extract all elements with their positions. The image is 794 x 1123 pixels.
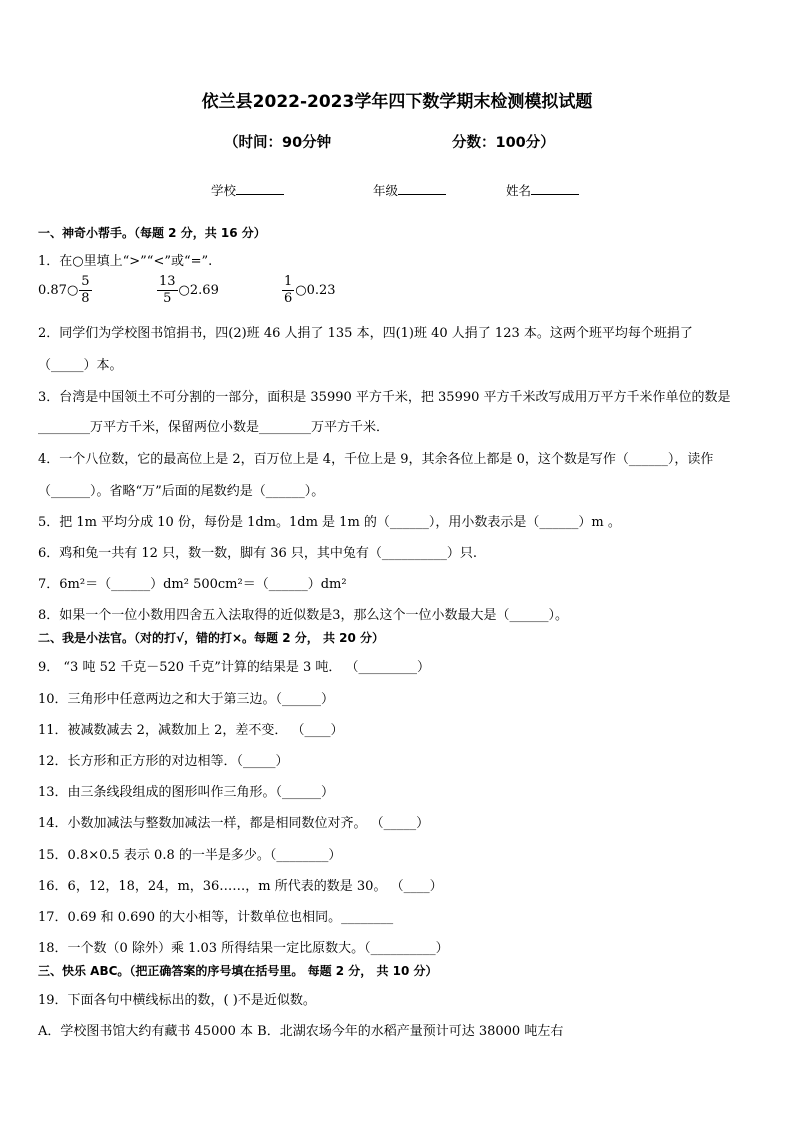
fraction-1-6 (282, 274, 294, 307)
question-2-line-2: （_____）本。 (38, 358, 123, 373)
section-1-heading: 一、神奇小帮手。（每题 2 分，共 16 分） (38, 226, 266, 240)
question-13: 13．由三条线段组成的图形叫作三角形。（______） (38, 785, 335, 800)
q1-item-a (38, 274, 93, 307)
question-3-line-2: ________万平方千米，保留两位小数是________万平方千米． (38, 420, 390, 435)
question-16: 16．6，12，18，24，m，36……，m 所代表的数是 30。 （____） (38, 879, 443, 894)
exam-title: 依兰县2022-2023学年四下数学期末检测模拟试题 (201, 92, 593, 112)
question-9: 9． “3 吨 52 千克－520 千克”计算的结果是 3 吨． （_________） (38, 660, 431, 675)
question-18: 18．一个数（0 除外）乘 1.03 所得结果一定比原数大。（__________） (38, 941, 449, 956)
name-blank[interactable] (531, 182, 579, 195)
q1-item-b (156, 274, 219, 307)
question-11: 11．被减数减去 2，减数加上 2，差不变． （____） (38, 723, 344, 738)
fraction-numerator: 13 (159, 274, 176, 289)
question-4-line-1: 4．一个八位数，它的最高位上是 2，百万位上是 4，千位上是 9，其余各位上都是 0，这个数是写作（______），读作 (38, 452, 714, 467)
q1-c-suffix: ○0.23 (295, 283, 336, 298)
school-label: 学校 (211, 183, 237, 198)
question-19-options: A．学校图书馆大约有藏书 45000 本 B．北湖农场今年的水稻产量预计可达 38000 吨左右 (38, 1024, 564, 1039)
question-12: 12．长方形和正方形的对边相等．（_____） (38, 754, 289, 769)
question-15: 15．0.8×0.5 表示 0.8 的一半是多少。（________） (38, 848, 342, 863)
section-2-heading: 二、我是小法官。（对的打√，错的打×。每题 2 分， 共 20 分） (38, 631, 384, 645)
q1-a-prefix: 0.87○ (38, 283, 79, 298)
section-3-heading: 三、快乐 ABC。（把正确答案的序号填在括号里。 每题 2 分， 共 10 分） (38, 964, 438, 978)
question-8: 8．如果一个一位小数用四舍五入法取得的近似数是3，那么这个一位小数最大是（______）。 (38, 608, 569, 623)
grade-label: 年级 (373, 183, 399, 198)
question-6: 6．鸡和兔一共有 12 只，数一数，脚有 36 只，其中兔有（__________）只. (38, 546, 478, 561)
question-19: 19．下面各句中横线标出的数，( )不是近似数。 (38, 993, 316, 1008)
fraction-numerator: 1 (284, 274, 293, 289)
name-label: 姓名 (506, 183, 532, 198)
q1-item-c (281, 274, 336, 307)
question-1: 1．在○里填上“>”“<”或“=”. (38, 254, 213, 269)
grade-blank[interactable] (398, 182, 446, 195)
question-5: 5．把 1m 平均分成 10 份，每份是 1dm。1dm 是 1m 的（______），用小数表示是（______）m 。 (38, 515, 621, 530)
question-7: 7．6m²＝（______）dm² 500cm²＝（______）dm² (38, 577, 347, 592)
question-17: 17．0.69 和 0.690 的大小相等，计数单位也相同。________ (38, 910, 394, 925)
question-3-line-1: 3．台湾是中国领土不可分割的一部分，面积是 35990 平方千米，把 35990 平方千米改写成用万平方千米作单位的数是 (38, 390, 731, 405)
question-10: 10．三角形中任意两边之和大于第三边。（______） (38, 692, 335, 707)
question-2-line-1: 2．同学们为学校图书馆捐书，四(2)班 46 人捐了 135 本，四(1)班 40 人捐了 123 本。这两个班平均每个班捐了 (38, 326, 693, 341)
q1-b-suffix: ○2.69 (178, 283, 219, 298)
fraction-denominator: 8 (81, 291, 90, 306)
question-4-line-2: （______）。省略“万”后面的尾数约是（______）。 (38, 484, 325, 499)
school-blank[interactable] (236, 182, 284, 195)
time-label: （时间：90分钟 (224, 135, 332, 151)
fraction-denominator: 6 (284, 291, 293, 306)
school-field (211, 181, 284, 199)
fraction-13-5 (157, 274, 178, 307)
question-14: 14．小数加减法与整数加减法一样，都是相同数位对齐。 （_____） (38, 816, 430, 831)
fraction-denominator: 5 (163, 291, 172, 306)
score-label: 分数：100分） (452, 135, 555, 151)
grade-field (373, 181, 446, 199)
fraction-5-8 (79, 274, 91, 307)
fraction-numerator: 5 (81, 274, 90, 289)
name-field (506, 181, 579, 199)
